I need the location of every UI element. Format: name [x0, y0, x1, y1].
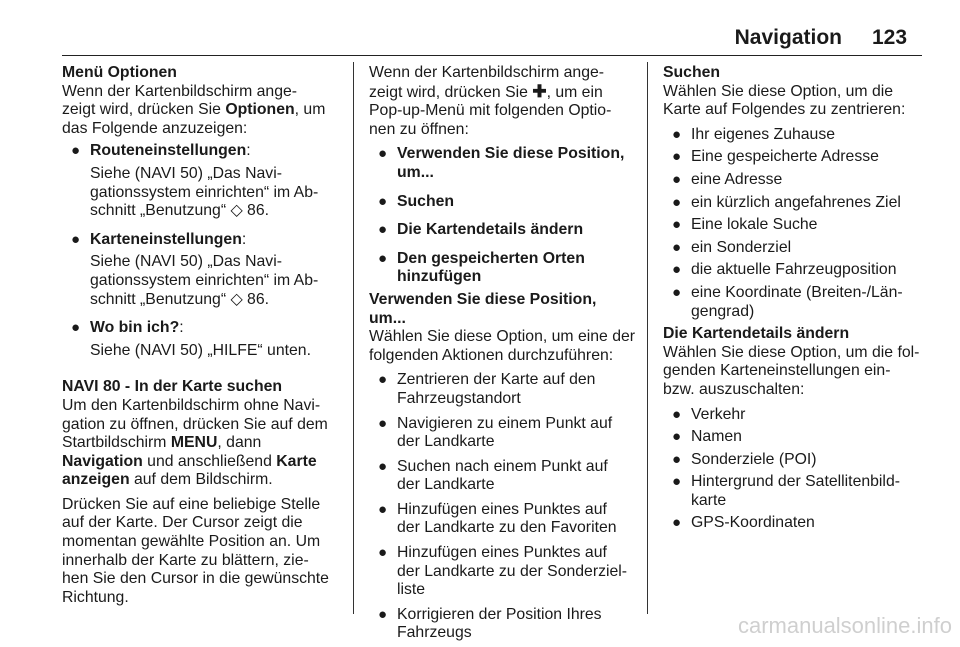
heading-suchen: Suchen: [663, 64, 721, 81]
list-item: ● Navigieren zu einem Punkt auf der Landkarte: [378, 414, 613, 451]
list-item: ● Korrigieren der Position Ihres Fahrzeugs: [378, 605, 602, 642]
text-line: momentan gewählte Position an. Um: [62, 533, 321, 551]
text-line: Drücken Sie auf eine beliebige Stelle: [62, 495, 321, 513]
heading-navi80: NAVI 80 - In der Karte suchen: [62, 378, 283, 396]
list-item: ● ein kürzlich angefahrenes Ziel: [672, 193, 901, 211]
text-line: gation zu öffnen, drücken Sie auf dem: [62, 415, 328, 433]
list-item: ● Karteneinstellungen: Siehe (NAVI 50) „Das Navi- gationssystem einrichten“ im Ab- schnitt „Benutzung“ ◇ 86.: [71, 230, 319, 308]
list-item: ● Hintergrund der Satellitenbild- karte: [672, 473, 900, 509]
text-line: hen Sie den Cursor in die gewünschte: [62, 570, 329, 588]
text-line: Wenn der Kartenbildschirm ange-: [369, 64, 605, 81]
bullet-icon: ●: [672, 473, 682, 491]
bullet-icon: ●: [672, 148, 682, 166]
bullet-icon: ●: [378, 605, 388, 623]
column-2: [369, 64, 637, 647]
text-line: Navigation und anschließend Karte: [62, 452, 317, 470]
list-item: ● Hinzufügen eines Punktes auf der Landkarte zu den Favoriten: [378, 500, 617, 537]
search-options-list: [663, 126, 927, 321]
options-list: [62, 142, 344, 360]
text-line: folgenden Aktionen durchzuführen:: [369, 346, 614, 364]
text-line: Wählen Sie diese Option, um eine der: [369, 328, 636, 346]
list-item: ● Eine gespeicherte Adresse: [672, 148, 879, 166]
reference-icon: ◇: [230, 202, 243, 220]
bullet-icon: ●: [672, 261, 682, 279]
text-line: bzw. auszuschalten:: [663, 380, 805, 398]
text-line: Karte auf Folgendes zu zentrieren:: [663, 101, 906, 119]
popup-options-list: [369, 145, 637, 287]
map-settings-list: [663, 406, 927, 534]
section-title: Navigation: [734, 26, 842, 49]
heading-verwenden: Verwenden Sie diese Position, um...: [369, 290, 597, 327]
text-line: das Folgende anzuzeigen:: [62, 119, 248, 137]
list-item: ● Wo bin ich?: Siehe (NAVI 50) „HILFE“ unten.: [71, 319, 311, 359]
text-line: nen zu öffnen:: [369, 120, 469, 138]
bullet-icon: ●: [378, 544, 388, 562]
bullet-icon: ●: [672, 450, 682, 468]
text-line: Pop-up-Menü mit folgenden Optio-: [369, 102, 612, 120]
list-item: ● Eine lokale Suche: [672, 216, 818, 234]
bullet-icon: ●: [71, 230, 81, 248]
column-3: [663, 64, 927, 537]
bullet-icon: ●: [672, 170, 682, 188]
list-item: ● Sonderziele (POI): [672, 450, 817, 468]
list-item: ● die aktuelle Fahrzeugposition: [672, 261, 897, 279]
plus-icon: ✚: [532, 81, 547, 101]
text-line: anzeigen auf dem Bildschirm.: [62, 471, 273, 489]
list-item: ● Routeneinstellungen: Siehe (NAVI 50) „Das Navi- gationssystem einrichten“ im Ab- schnitt „Benutzung“ ◇ 86.: [71, 142, 319, 220]
bullet-icon: ●: [672, 125, 682, 143]
text-line: Wenn der Kartenbildschirm ange-: [62, 82, 298, 100]
list-item: ● GPS-Koordinaten: [672, 514, 815, 532]
reference-icon: ◇: [230, 290, 243, 308]
text-line: Startbildschirm MENU, dann: [62, 434, 262, 452]
page-header: [0, 0, 960, 58]
bullet-icon: ●: [378, 192, 388, 210]
list-item: ● ein Sonderziel: [672, 238, 792, 256]
bullet-icon: ●: [378, 457, 388, 475]
watermark: carmanualsonline.info: [737, 613, 952, 638]
bullet-icon: ●: [378, 145, 388, 163]
list-item: ● Suchen: [378, 192, 455, 210]
list-item: ● Namen: [672, 428, 742, 446]
bullet-icon: ●: [378, 221, 388, 239]
list-item: ● Verwenden Sie diese Position, um...: [378, 145, 625, 181]
bullet-icon: ●: [672, 405, 682, 423]
bullet-icon: ●: [672, 283, 682, 301]
text-line: genden Karteneinstellungen ein-: [663, 362, 891, 380]
list-item: ● Die Kartendetails ändern: [378, 221, 584, 239]
bullet-icon: ●: [378, 500, 388, 518]
bullet-icon: ●: [672, 428, 682, 446]
heading-kartendetails: Die Kartendetails ändern: [663, 325, 850, 343]
column-divider: [353, 62, 354, 614]
bullet-icon: ●: [71, 142, 81, 160]
actions-list: [369, 371, 637, 643]
header-rule: [62, 55, 922, 56]
bullet-icon: ●: [672, 193, 682, 211]
heading-menu-optionen: Menü Optionen: [62, 64, 177, 81]
text-line: Wählen Sie diese Option, um die: [663, 82, 894, 100]
bullet-icon: ●: [378, 414, 388, 432]
text-line: auf der Karte. Der Cursor zeigt die: [62, 514, 303, 532]
list-item: ● eine Koordinate (Breiten-/Län- gengrad): [672, 283, 903, 320]
text-line: zeigt wird, drücken Sie Optionen, um: [62, 101, 326, 119]
bullet-icon: ●: [378, 249, 388, 267]
text-line: Um den Kartenbildschirm ohne Navi-: [62, 396, 321, 414]
bullet-icon: ●: [71, 319, 81, 337]
list-item: ● Ihr eigenes Zuhause: [672, 125, 836, 143]
bullet-icon: ●: [672, 238, 682, 256]
list-item: ● eine Adresse: [672, 170, 783, 188]
bullet-icon: ●: [672, 216, 682, 234]
list-item: ● Zentrieren der Karte auf den Fahrzeugstandort: [378, 371, 596, 407]
list-item: ● Den gespeicherten Orten hinzufügen: [378, 249, 585, 286]
text-line: innerhalb der Karte zu blättern, zie-: [62, 551, 309, 569]
column-divider: [647, 62, 648, 614]
bullet-icon: ●: [378, 371, 388, 389]
text-line: zeigt wird, drücken Sie ✚, um ein: [369, 81, 603, 101]
page-number: 123: [872, 26, 908, 49]
list-item: ● Verkehr: [672, 405, 746, 423]
list-item: ● Suchen nach einem Punkt auf der Landkarte: [378, 457, 608, 494]
bullet-icon: ●: [672, 514, 682, 532]
list-item: ● Hinzufügen eines Punktes auf der Landkarte zu der Sonderziel- liste: [378, 544, 628, 599]
text-line: Wählen Sie diese Option, um die fol-: [663, 343, 920, 361]
column-1: [62, 64, 344, 607]
text-line: Richtung.: [62, 588, 129, 606]
